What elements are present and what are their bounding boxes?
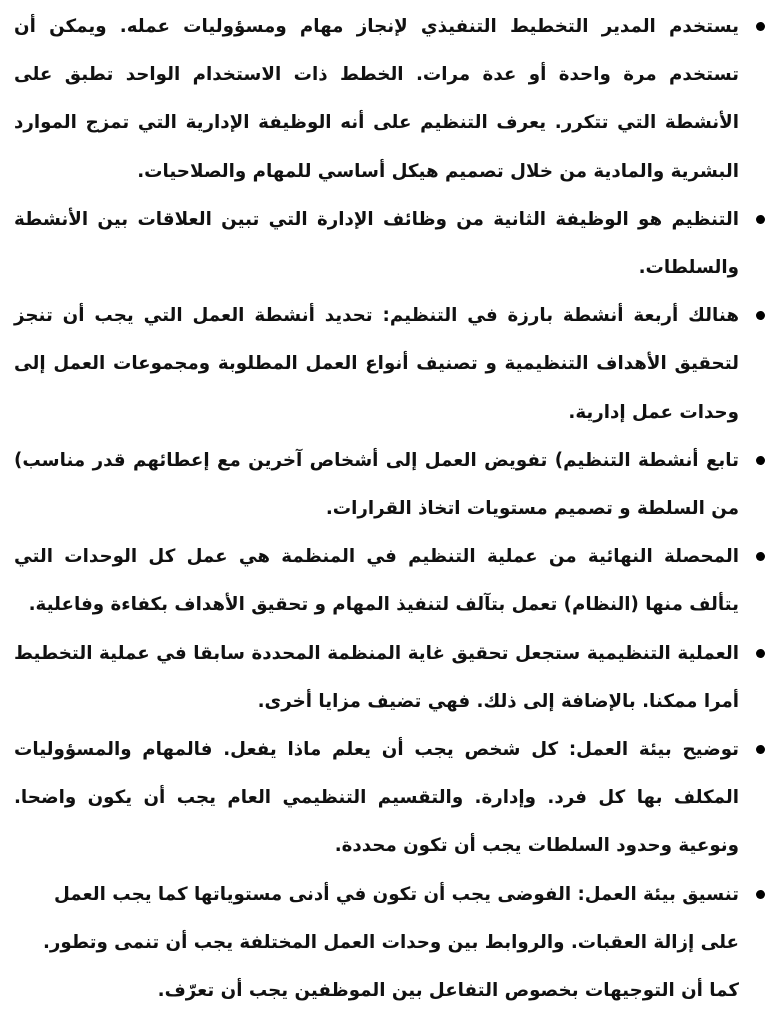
bullet-text: تنسيق بيئة العمل: الفوضى يجب أن تكون في أدنى مستوياتها كما يجب العمل على إزالة العقبات. والروابط بين وحدات العمل المختلفة يجب أن تنمى وتطور. كما أن التوجيهات بخصوص التفاعل بين الموظفين يجب أن تعرّف. bbox=[42, 883, 739, 1002]
bullet-dot-icon bbox=[756, 890, 765, 899]
bullet-dot-icon bbox=[756, 456, 765, 465]
bullet-text: هنالك أربعة أنشطة بارزة في التنظيم: تحديد أنشطة العمل التي يجب أن تنجز لتحقيق الأهداف التنظيمية و تصنيف أنواع العمل المطلوبة ومجموعات العمل إلى وحدات عمل إدارية. bbox=[14, 305, 739, 423]
bullet-text: يستخدم المدير التخطيط التنفيذي لإنجاز مهام ومسؤوليات عمله. ويمكن أن تستخدم مرة واحدة أو عدة مرات. الخطط ذات الاستخدام الواحد تطبق على الأنشطة التي تتكرر. يعرف التنظيم على أنه الوظيفة الإدارية التي تمزج الموارد البشرية والمادية من خلال تصميم هيكل أساسي للمهام والصلاحيات. bbox=[14, 16, 739, 182]
bullet-item-7 bbox=[14, 726, 765, 871]
bullet-text: العملية التنظيمية ستجعل تحقيق غاية المنظمة المحددة سابقا في عملية التخطيط أمرا ممكنا. بالإضافة إلى ذلك. فهي تضيف مزايا أخرى. bbox=[14, 642, 739, 712]
bullet-dot-icon bbox=[756, 215, 765, 224]
bullet-dot-icon bbox=[756, 552, 765, 561]
bullet-item-8 bbox=[14, 871, 765, 1016]
bullet-item-2 bbox=[14, 196, 765, 292]
bullet-text: توضيح بيئة العمل: كل شخص يجب أن يعلم ماذا يفعل. فالمهام والمسؤوليات المكلف بها كل فرد. وإدارة. والتقسيم التنظيمي العام يجب أن يكون واضحا. ونوعية وحدود السلطات يجب أن تكون محددة. bbox=[14, 739, 739, 857]
bullet-item-6 bbox=[14, 630, 765, 726]
bullet-dot-icon bbox=[756, 745, 765, 754]
bullet-item-1 bbox=[14, 3, 765, 196]
bullet-text: تابع أنشطة التنظيم) تفويض العمل إلى أشخاص آخرين مع إعطائهم قدر مناسب) من السلطة و تصميم مستويات اتخاذ القرارات. bbox=[14, 449, 739, 520]
bullet-item-5 bbox=[14, 533, 765, 629]
bullet-dot-icon bbox=[756, 311, 765, 320]
bullet-dot-icon bbox=[756, 649, 765, 658]
bullet-item-3 bbox=[14, 292, 765, 437]
bullet-item-4 bbox=[14, 437, 765, 533]
bullet-text: المحصلة النهائية من عملية التنظيم في المنظمة هي عمل كل الوحدات التي يتألف منها (النظام) تعمل بتآلف لتنفيذ المهام و تحقيق الأهداف بكفاءة وفاعلية. bbox=[14, 546, 739, 616]
bullet-text: التنظيم هو الوظيفة الثانية من وظائف الإدارة التي تبين العلاقات بين الأنشطة والسلطات. bbox=[14, 208, 739, 279]
bullet-dot-icon bbox=[756, 22, 765, 31]
bullet-list bbox=[14, 3, 765, 1015]
